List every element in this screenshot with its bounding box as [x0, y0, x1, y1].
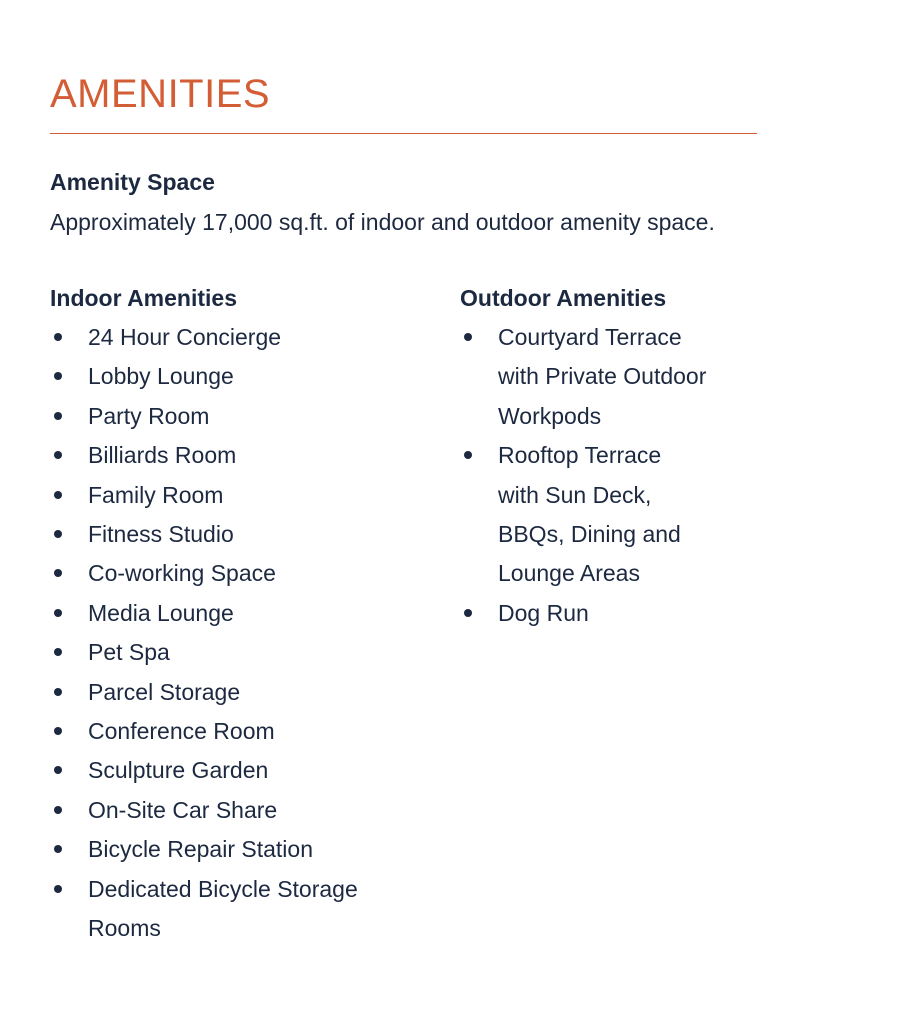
- list-item: [50, 318, 430, 357]
- list-item-label: Dedicated Bicycle Storage Rooms: [88, 875, 358, 942]
- bullet-icon: [54, 609, 62, 617]
- list-item-label: Bicycle Repair Station: [88, 836, 313, 863]
- bullet-icon: [54, 530, 62, 538]
- bullet-icon: [54, 766, 62, 774]
- bullet-icon: [54, 648, 62, 656]
- list-item-label: Media Lounge: [88, 599, 234, 626]
- list-item: [50, 515, 430, 554]
- bullet-icon: [54, 845, 62, 853]
- list-item-label: Sculpture Garden: [88, 757, 269, 784]
- indoor-amenities-list: [50, 318, 430, 949]
- list-item-label: Family Room: [88, 481, 224, 508]
- outdoor-amenities-list: [460, 318, 760, 633]
- amenities-page: [50, 0, 760, 1024]
- list-item: [50, 436, 430, 475]
- list-item: [50, 870, 430, 949]
- bullet-icon: [54, 885, 62, 893]
- list-item-label: 24 Hour Concierge: [88, 324, 282, 350]
- bullet-icon: [54, 806, 62, 814]
- bullet-icon: [464, 609, 472, 617]
- list-item: [50, 554, 430, 593]
- list-item-label: Billiards Room: [88, 442, 237, 469]
- list-item-label: Dog Run: [498, 599, 589, 626]
- amenity-space-heading: Amenity Space: [50, 169, 215, 195]
- list-item: [50, 673, 430, 712]
- bullet-icon: [464, 451, 472, 459]
- bullet-icon: [54, 333, 62, 341]
- bullet-icon: [54, 451, 62, 459]
- list-item: [50, 357, 430, 396]
- list-item-label: Party Room: [88, 402, 210, 429]
- list-item-label: Parcel Storage: [88, 678, 241, 705]
- outdoor-amenities-heading: Outdoor Amenities: [460, 285, 667, 311]
- indoor-amenities-column: [50, 282, 430, 949]
- list-item-label: Fitness Studio: [88, 521, 234, 548]
- bullet-icon: [54, 491, 62, 499]
- list-item-label: Rooftop Terrace with Sun Deck, BBQs, Dining and Lounge Areas: [498, 442, 681, 587]
- bullet-icon: [54, 688, 62, 696]
- list-item: [50, 633, 430, 672]
- page-title: AMENITIES: [50, 72, 271, 116]
- list-item: [460, 594, 708, 633]
- bullet-icon: [464, 333, 472, 341]
- bullet-icon: [54, 569, 62, 577]
- list-item-label: On-Site Car Share: [88, 796, 278, 823]
- outdoor-amenities-column: [460, 282, 760, 633]
- bullet-icon: [54, 372, 62, 380]
- list-item-label: Conference Room: [88, 718, 275, 745]
- indoor-amenities-heading: Indoor Amenities: [50, 285, 237, 311]
- list-item: [50, 594, 430, 633]
- bullet-icon: [54, 727, 62, 735]
- title-divider: [50, 133, 757, 134]
- list-item: [50, 712, 430, 751]
- list-item: [50, 476, 430, 515]
- amenity-space-description: Approximately 17,000 sq.ft. of indoor and outdoor amenity space.: [50, 209, 715, 235]
- list-item: [50, 397, 430, 436]
- list-item: [460, 436, 708, 594]
- bullet-icon: [54, 412, 62, 420]
- list-item: [460, 318, 708, 436]
- list-item-label: Pet Spa: [88, 639, 170, 666]
- list-item: [50, 791, 430, 830]
- list-item-label: Courtyard Terrace with Private Outdoor Workpods: [498, 324, 707, 429]
- list-item-label: Lobby Lounge: [88, 363, 234, 390]
- list-item: [50, 830, 430, 869]
- list-item-label: Co-working Space: [88, 560, 276, 587]
- list-item: [50, 751, 430, 790]
